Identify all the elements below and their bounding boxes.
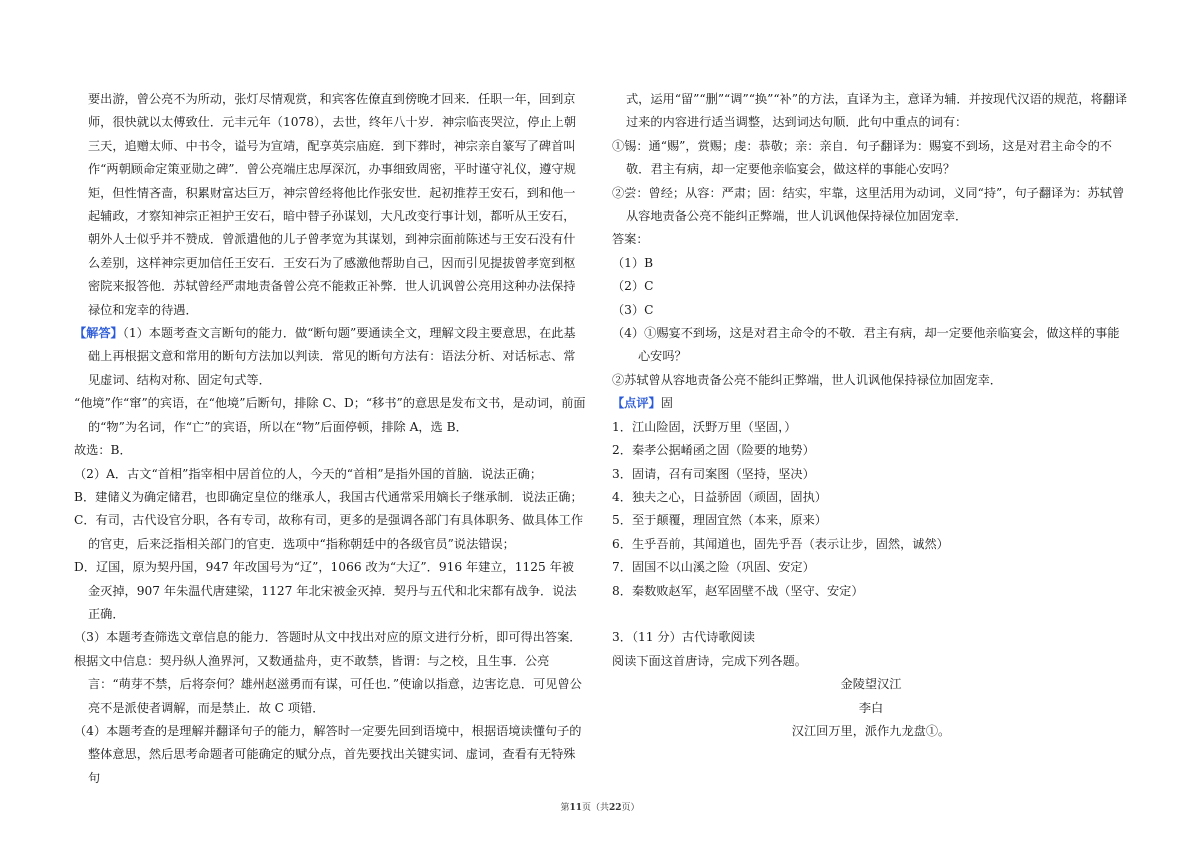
list-item: 8．秦数败赵军，赵军固壁不战（坚守、安定） (612, 583, 864, 598)
paragraph: ②尝：曾经；从容：严肃；固：结实，牢靠，这里活用为动词，义同“持”，句子翻译为：苏轼曾从容地责备公亮不能纠正弊端，世人讥讽他保持禄位加固宠幸． (612, 185, 1125, 224)
answer-text: （1）本题考查文言断句的能力．做“断句题”要通读全文，理解文段主要意思，在此基础上再根据文意和常用的断句方法加以判读．常见的断句方法有：语法分析、对话标志、常见虚词、结构对称、固定句式等． (88, 326, 576, 387)
comment-heading (612, 392, 1130, 415)
list-item: 2．秦孝公据崤函之固（险要的地势） (612, 443, 815, 458)
answer-item: （1）B (612, 255, 654, 270)
paragraph-answer-1 (74, 322, 586, 392)
list-item: 1．江山险固，沃野万里（坚固，） (612, 419, 797, 434)
answer-label: 答案： (612, 232, 649, 247)
list-item: 7．固国不以山溪之险（巩固、安定） (612, 560, 815, 575)
list-item: 5．至于颠覆，理固宜然（本来，原来） (612, 513, 827, 528)
answer-item: （3）C (612, 302, 654, 317)
poem-author: 李白 (858, 700, 884, 715)
comment-tag: 【点评】 (612, 396, 661, 411)
paragraph: 根据文中信息：契丹纵人渔界河，又数通盐舟，吏不敢禁，皆谓：与之校，且生事．公亮言：“萌芽不禁，后将奈何？雄州赵滋勇而有谋，可任也．”使谕以指意，边害讫息．可见曾公亮不是派使者调解，而是禁止．故 C 项错． (74, 653, 582, 715)
footer-suffix: 页） (621, 803, 640, 813)
paragraph: （4）本题考查的是理解并翻译句子的能力，解答时一定要先回到语境中，根据语境读懂句子的整体意思，然后思考命题者可能确定的赋分点，首先要找出关键实词、虚词，查看有无特殊句 (74, 723, 582, 785)
paragraph: B．建储义为确定储君，也即确定皇位的继承人，我国古代通常采用嫡长子继承制．说法正确； (74, 489, 583, 504)
answer-item: ②苏轼曾从容地责备公亮不能纠正弊端，世人讥讽他保持禄位加固宠幸． (612, 372, 1002, 387)
poem-line: 汉江回万里，派作九龙盘①。 (791, 723, 951, 738)
comment-text: 固 (660, 396, 673, 411)
footer-page-number: 11 (569, 803, 582, 813)
answer-tag: 【解答】 (74, 326, 123, 341)
right-column (612, 88, 1130, 743)
list-item: 6．生乎吾前，其闻道也，固先乎吾（表示让步，固然，诚然） (612, 536, 949, 551)
answer-item: （2）C (612, 279, 654, 294)
paragraph: （2）A．古文“首相”指宰相中居首位的人，今天的“首相”是指外国的首脑．说法正确； (74, 466, 543, 481)
question-heading: 3．（11 分）古代诗歌阅读 (612, 630, 755, 645)
left-column (74, 88, 586, 790)
paragraph: ①锡：通“赐”，赏赐；虔：恭敬；亲：亲自．句子翻译为：赐宴不到场，这是对君主命令的不敬．君主有病，却一定要他亲临宴会，做这样的事能心安吗？ (612, 138, 1112, 177)
paragraph: D．辽国，原为契丹国，947 年改国号为“辽”，1066 改为“大辽”．916 年建立，1125 年被金灭掉，907 年朱温代唐建梁，1127 年北宋被金灭掉．契丹与五代和北宋都有战争．说法正确． (74, 560, 577, 621)
footer-middle: 页（共 (581, 803, 609, 813)
footer-prefix: 第 (560, 803, 570, 813)
poem-title: 金陵望汉江 (840, 677, 902, 692)
paragraph: 式，运用“留”“删”“调”“换”“补”的方法，直译为主，意译为辅．并按现代汉语的规范，将翻译过来的内容进行适当调整，达到词达句顺．此句中重点的词有： (626, 92, 1128, 130)
spacer (612, 603, 1130, 626)
page-footer (0, 800, 1200, 813)
paragraph-translation: 要出游，曾公亮不为所动，张灯尽情观赏，和宾客佐僚直到傍晚才回来．任职一年，回到京师，很快就以太傅致仕．元丰元年（1078），去世，终年八十岁．神宗临丧哭泣，停止上朝三天，追赠太师、中书令，谥号为宣靖，配享英宗庙庭．到下葬时，神宗亲自篆写了碑首叫作“两朝顾命定策亚勋之碑”．曾公亮端庄忠厚深沉，办事细致周密，平时谨守礼仪，遵守规矩，但性情吝啬，积累财富达巨万，神宗曾经将他比作张安世．起初推荐王安石，到和他一起辅政，才察知神宗正袒护王安石，暗中替子孙谋划，大凡改变行事计划，都听从王安石，朝外人士似乎并不赞成．曾派遣他的儿子曾孝宽为其谋划，到神宗面前陈述与王安石没有什么差别，这样神宗更加信任王安石．王安石为了感激他帮助自己，因而引见提拔曾孝宽到枢密院来报答他．苏轼曾经严肃地责备曾公亮不能救正补弊．世人讥讽曾公亮用这种办法保持禄位和宠幸的待遇． (88, 92, 577, 317)
list-item: 3．固请，召有司案图（坚持，坚决） (612, 466, 815, 481)
list-item: 4．独夫之心，日益骄固（顽固，固执） (612, 489, 827, 504)
question-instruction: 阅读下面这首唐诗，完成下列各题。 (612, 653, 807, 668)
paragraph: C．有司，古代设官分职，各有专司，故称有司，更多的是强调各部门有具体职务、做具体工作的官吏，后来泛指相关部门的官吏．选项中“指称朝廷中的各级官员”说法错误； (74, 513, 584, 551)
paragraph: 故选：B． (74, 443, 132, 458)
paragraph: （3）本题考查筛选文章信息的能力．答题时从文中找出对应的原文进行分析，即可得出答案． (74, 630, 582, 645)
answer-item: （4）①赐宴不到场，这是对君主命令的不敬．君主有病，却一定要他亲临宴会，做这样的事能心安吗？ (612, 326, 1120, 364)
footer-total-pages: 22 (609, 803, 622, 813)
paragraph: “他境”作“窜”的宾语，在“他境”后断句，排除 C、D；“移书”的意思是发布文书，是动词，前面的“物”为名词，作“亡”的宾语，所以在“物”后面停顿，排除 A，选 B． (74, 396, 586, 434)
